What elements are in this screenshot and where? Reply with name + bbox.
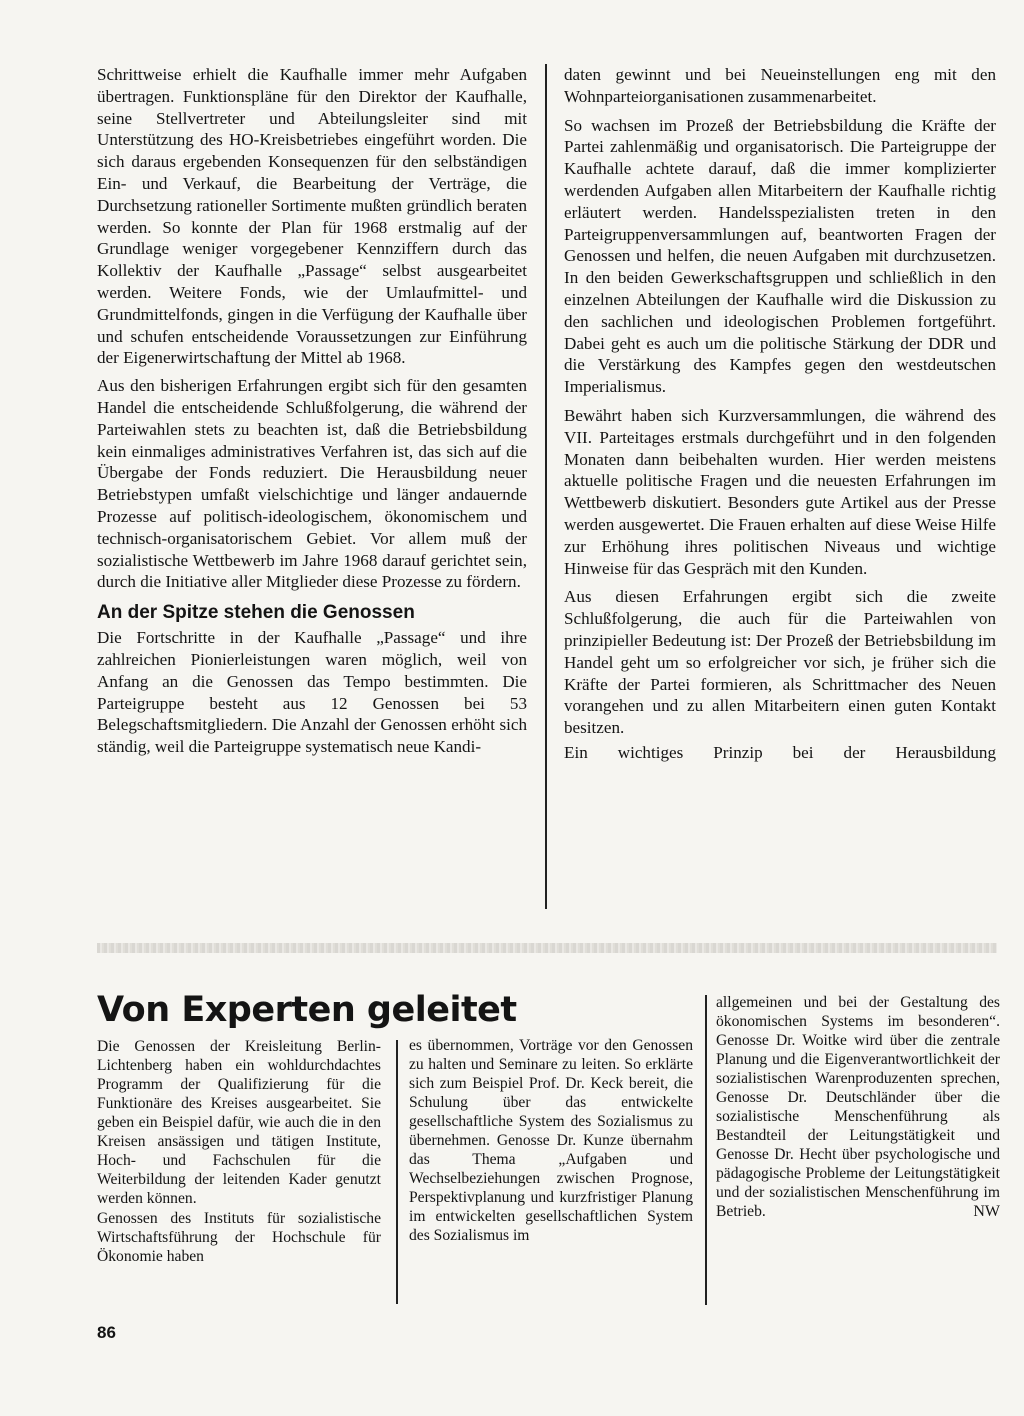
paragraph: Genossen des Instituts für sozialistische Wirtschaftsführung der Hochschule für Ökonomie haben: [97, 1210, 381, 1265]
article1-column-left: [97, 64, 527, 761]
article2-column-1: [97, 1037, 381, 1267]
article1-column-right: [564, 64, 996, 767]
page-number: 86: [97, 1323, 116, 1342]
paragraph: Aus diesen Erfahrungen ergibt sich die zweite Schlußfolgerung, die auch für die Parteiwahlen von prinzipieller Bedeutung ist: Der Prozeß der Betriebsbildung im Handel geht um so erfolgreicher vor sich, je früher sich die Kräfte der Partei formieren, als Schrittmacher des Neuen vorangehen und zu allen Mitarbeitern einen guten Kontakt besitzen.: [564, 587, 996, 738]
author-signature: NW: [973, 1203, 1000, 1220]
paragraph: So wachsen im Prozeß der Betriebsbildung die Kräfte der Partei zahlenmäßig und organisatorisch. Die Parteigruppe der Kaufhalle achtete darauf, daß die immer komplizierter werdenden Aufgaben allen Mitarbeitern der Kaufhalle richtig erläutert werden. Handelsspezialisten treten in den Parteigruppenversammlungen auf, beantworten Fragen der Genossen und helfen, die neuen Aufgaben mit durchzusetzen. In den beiden Gewerkschaftsgruppen und schließlich in den einzelnen Abteilungen der Kaufhalle wird die Diskussion zu den sachlichen und ideologischen Problemen fortgeführt. Dabei geht es auch um die politische Stärkung der DDR und die Verstärkung des Kampfes gegen den westdeutschen Imperialismus.: [564, 115, 996, 397]
paragraph: Die Genossen der Kreisleitung Berlin-Lichtenberg haben ein wohldurchdachtes Programm der Qualifizierung für die Funktionäre des Kreises ausgearbeitet. Sie geben ein Beispiel dafür, wie auch die in den Kreisen ansässigen und tätigen Institute, Hoch- und Fachschulen für die Weiterbildung der leitenden Kader genutzt werden können.: [97, 1038, 381, 1207]
section-heading: An der Spitze stehen die Genossen: [97, 602, 415, 624]
column-rule: [705, 995, 707, 1305]
paragraph: allgemeinen und bei der Gestaltung des ökonomischen Systems im besonderen“. Genosse Dr. Woitke wird über die zentrale Planung und die Eigenverantwortlichkeit der sozialistischen Warenproduzenten sprechen, Genosse Dr. Deutschländer über die sozialistische Menschenführung als Bestandteil der Leitungstätigkeit und Genosse Dr. Hecht über psychologische und pädagogische Probleme der Leitungstätigkeit und der sozialistischen Menschenführung im Betrieb.: [716, 994, 1000, 1220]
article2-column-2: [409, 1036, 693, 1246]
paragraph: Bewährt haben sich Kurzversammlungen, die während des VII. Parteitages erstmals durchgeführt und in den folgenden Monaten dann beibehalten wurden. Hier werden meistens aktuelle politische Fragen und die neuesten Erfahrungen im Wettbewerb diskutiert. Besonders gute Artikel aus der Presse werden ausgewertet. Die Frauen erhalten auf diese Weise Hilfe zur Erhöhung ihres politischen Niveaus und wichtige Hinweise für das Gespräch mit den Kunden.: [564, 405, 996, 578]
column-rule: [396, 1040, 398, 1304]
article2-column-3: [716, 993, 1000, 1221]
paragraph: Ein wichtiges Prinzip bei der Herausbildung: [564, 742, 996, 762]
paragraph: daten gewinnt und bei Neueinstellungen eng mit den Wohnparteiorganisationen zusammenarbeitet.: [564, 65, 996, 106]
article-title: Von Experten geleitet: [97, 990, 517, 1030]
paragraph: Aus den bisherigen Erfahrungen ergibt sich für den gesamten Handel die entscheidende Schlußfolgerung, die während der Parteiwahlen stets zu beachten ist, daß die Betriebsbildung kein einmaliges administratives Verfahren ist, das sich auf die Übergabe der Fonds reduziert. Die Herausbildung neuer Betriebstypen umfaßt vielschichtige und länger andauernde Prozesse auf politisch-ideologischem, ökonomischem und technisch-organisatorischem Gebiet. Vor allem muß der sozialistische Wettbewerb im Jahre 1968 darauf gerichtet sein, durch die Initiative aller Mitglieder diese Prozesse zu fördern.: [97, 376, 527, 592]
column-rule: [545, 64, 547, 909]
section-divider: [97, 943, 997, 953]
paragraph: es übernommen, Vorträge vor den Genossen zu halten und Seminare zu leiten. So erklärte sich zum Beispiel Prof. Dr. Keck bereit, die Schulung über das entwickelte gesellschaftliche System des Sozialismus zu übernehmen. Genosse Dr. Kunze übernahm das Thema „Aufgaben und Wechselbeziehungen zwischen Prognose, Perspektivplanung und kurzfristiger Planung im entwickelten gesellschaftlichen System des Sozialismus im: [409, 1037, 693, 1244]
paragraph: Schrittweise erhielt die Kaufhalle immer mehr Aufgaben übertragen. Funktionspläne für den Direktor der Kaufhalle, seine Stellvertreter und Abteilungsleiter sind mit Unterstützung des HO-Kreisbetriebes eingeführt worden. Die sich daraus ergebenden Konsequenzen für den selbständigen Ein- und Verkauf, die Bearbeitung der Verträge, die Durchsetzung rationeller Sortimente mußten gründlich beraten werden. So konnte der Plan für 1968 erstmalig auf der Grundlage weniger vorgegebener Kennziffern durch das Kollektiv der Kaufhalle „Passage“ selbst ausgearbeitet werden. Weitere Fonds, wie der Umlaufmittel- und Grundmittelfonds, gingen in die Verfügung der Kaufhalle über und schufen entscheidende Voraussetzungen zur Einführung der Eigenerwirtschaftung der Mittel ab 1968.: [97, 65, 527, 368]
paragraph: Die Fortschritte in der Kaufhalle „Passage“ und ihre zahlreichen Pionierleistungen waren möglich, weil von Anfang an die Genossen das Tempo bestimmten. Die Parteigruppe besteht aus 12 Genossen bei 53 Belegschaftsmitgliedern. Die Anzahl der Genossen erhöht sich ständig, weil die Parteigruppe systematisch neue Kandi-: [97, 628, 527, 757]
